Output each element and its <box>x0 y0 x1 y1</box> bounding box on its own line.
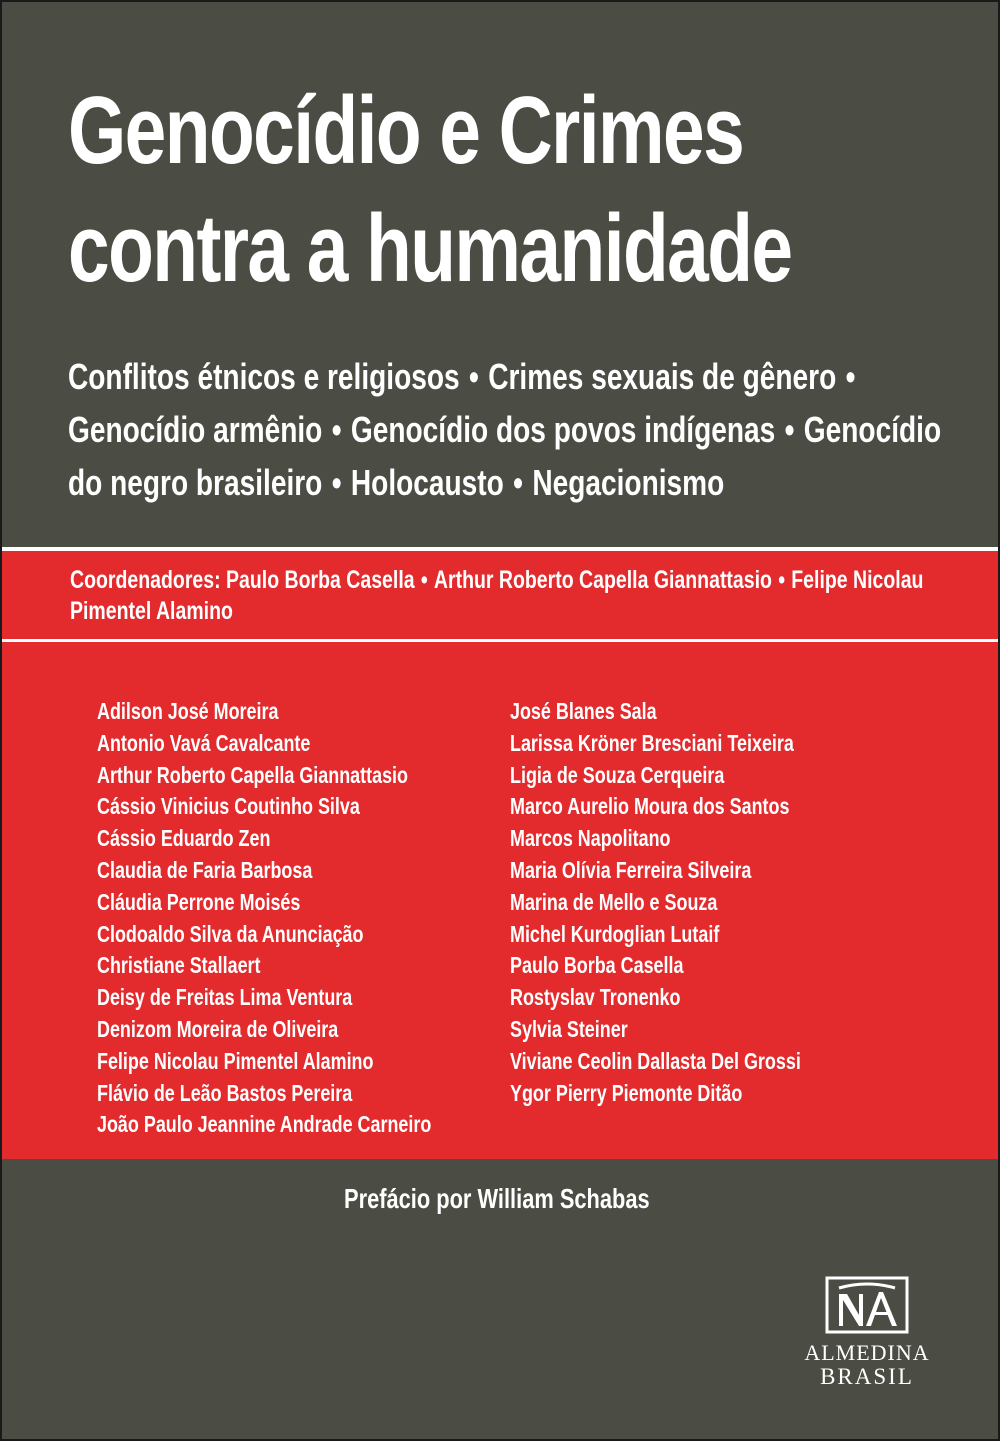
coordinator: Arthur Roberto Capella Giannattasio <box>433 566 772 594</box>
author-name: Ygor Pierry Piemonte Ditão <box>510 1079 743 1106</box>
author-name: Paulo Borba Casella <box>510 952 684 979</box>
topic: Crimes sexuais de gênero <box>488 356 837 397</box>
topics-list <box>68 350 942 509</box>
coordinator: Coordenadores: Paulo Borba Casella <box>70 566 415 594</box>
book-title-line-1: Genocídio e Crimes <box>68 77 744 184</box>
preface-credit: Prefácio por William Schabas <box>344 1183 650 1214</box>
coordinator-separator: • <box>420 566 428 594</box>
topic-separator: • <box>468 356 479 397</box>
author-name: João Paulo Jeannine Andrade Carneiro <box>97 1111 432 1138</box>
author-name: Denizom Moreira de Oliveira <box>97 1015 339 1042</box>
author-name: José Blanes Sala <box>510 698 657 724</box>
topics-line-3 <box>68 456 903 509</box>
author-name: Claudia de Faria Barbosa <box>97 856 313 883</box>
topic-separator: • <box>331 409 342 450</box>
coordinators-line-2: Pimentel Alamino <box>70 597 233 625</box>
author-name: Sylvia Steiner <box>510 1015 628 1042</box>
topics-line-2 <box>68 403 942 456</box>
coordinator-separator: • <box>778 566 786 594</box>
topic-separator: • <box>784 409 795 450</box>
topic-separator: • <box>513 462 523 503</box>
book-title-line-2: contra a humanidade <box>68 195 792 302</box>
topic-separator: • <box>331 462 342 503</box>
topic: Genocídio <box>803 409 942 450</box>
author-name: Cássio Eduardo Zen <box>97 825 271 852</box>
author-name: Cássio Vinicius Coutinho Silva <box>97 793 360 820</box>
author-name: Viviane Ceolin Dallasta Del Grossi <box>510 1047 801 1074</box>
author-name: Adilson José Moreira <box>97 698 279 724</box>
topics-line-1 <box>68 350 903 403</box>
author-name: Maria Olívia Ferreira Silveira <box>510 856 752 883</box>
publisher-region: BRASIL <box>820 1364 914 1389</box>
author-name: Marco Aurelio Moura dos Santos <box>510 793 790 820</box>
topic: do negro brasileiro <box>68 462 323 503</box>
coordinators <box>70 565 924 627</box>
authors-column-right <box>510 696 801 1109</box>
authors-column-left <box>97 696 431 1141</box>
author-name: Clodoaldo Silva da Anunciação <box>97 920 364 947</box>
author-name: Michel Kurdoglian Lutaif <box>510 920 720 947</box>
author-name: Rostyslav Tronenko <box>510 984 681 1011</box>
publisher-name: ALMEDINA <box>804 1340 930 1365</box>
author-name: Larissa Kröner Bresciani Teixeira <box>510 729 794 756</box>
book-title <box>68 72 792 308</box>
author-name: Ligia de Souza Cerqueira <box>510 761 725 788</box>
contributors-panel <box>2 547 998 1159</box>
topic: Genocídio dos povos indígenas <box>350 409 776 450</box>
topic: Genocídio armênio <box>68 409 323 450</box>
topic: Conflitos étnicos e religiosos <box>68 356 460 397</box>
coordinators-line-1 <box>70 565 924 596</box>
author-name: Antonio Vavá Cavalcante <box>97 729 311 756</box>
author-name: Christiane Stallaert <box>97 952 261 979</box>
topic: Negacionismo <box>532 462 725 503</box>
author-name: Flávio de Leão Bastos Pereira <box>97 1079 353 1106</box>
author-name: Marina de Mello e Souza <box>510 888 718 915</box>
author-name: Felipe Nicolau Pimentel Alamino <box>97 1047 374 1074</box>
divider-rule <box>2 639 998 642</box>
topic: Holocausto <box>350 462 504 503</box>
coordinator: Felipe Nicolau <box>791 566 924 594</box>
publisher-logo <box>792 1272 942 1390</box>
almedina-book-logo-icon <box>819 1272 915 1338</box>
author-name: Arthur Roberto Capella Giannattasio <box>97 761 409 788</box>
author-name: Cláudia Perrone Moisés <box>97 888 301 915</box>
author-name: Marcos Napolitano <box>510 825 671 852</box>
author-name: Deisy de Freitas Lima Ventura <box>97 984 353 1011</box>
topic-separator: • <box>845 356 856 397</box>
